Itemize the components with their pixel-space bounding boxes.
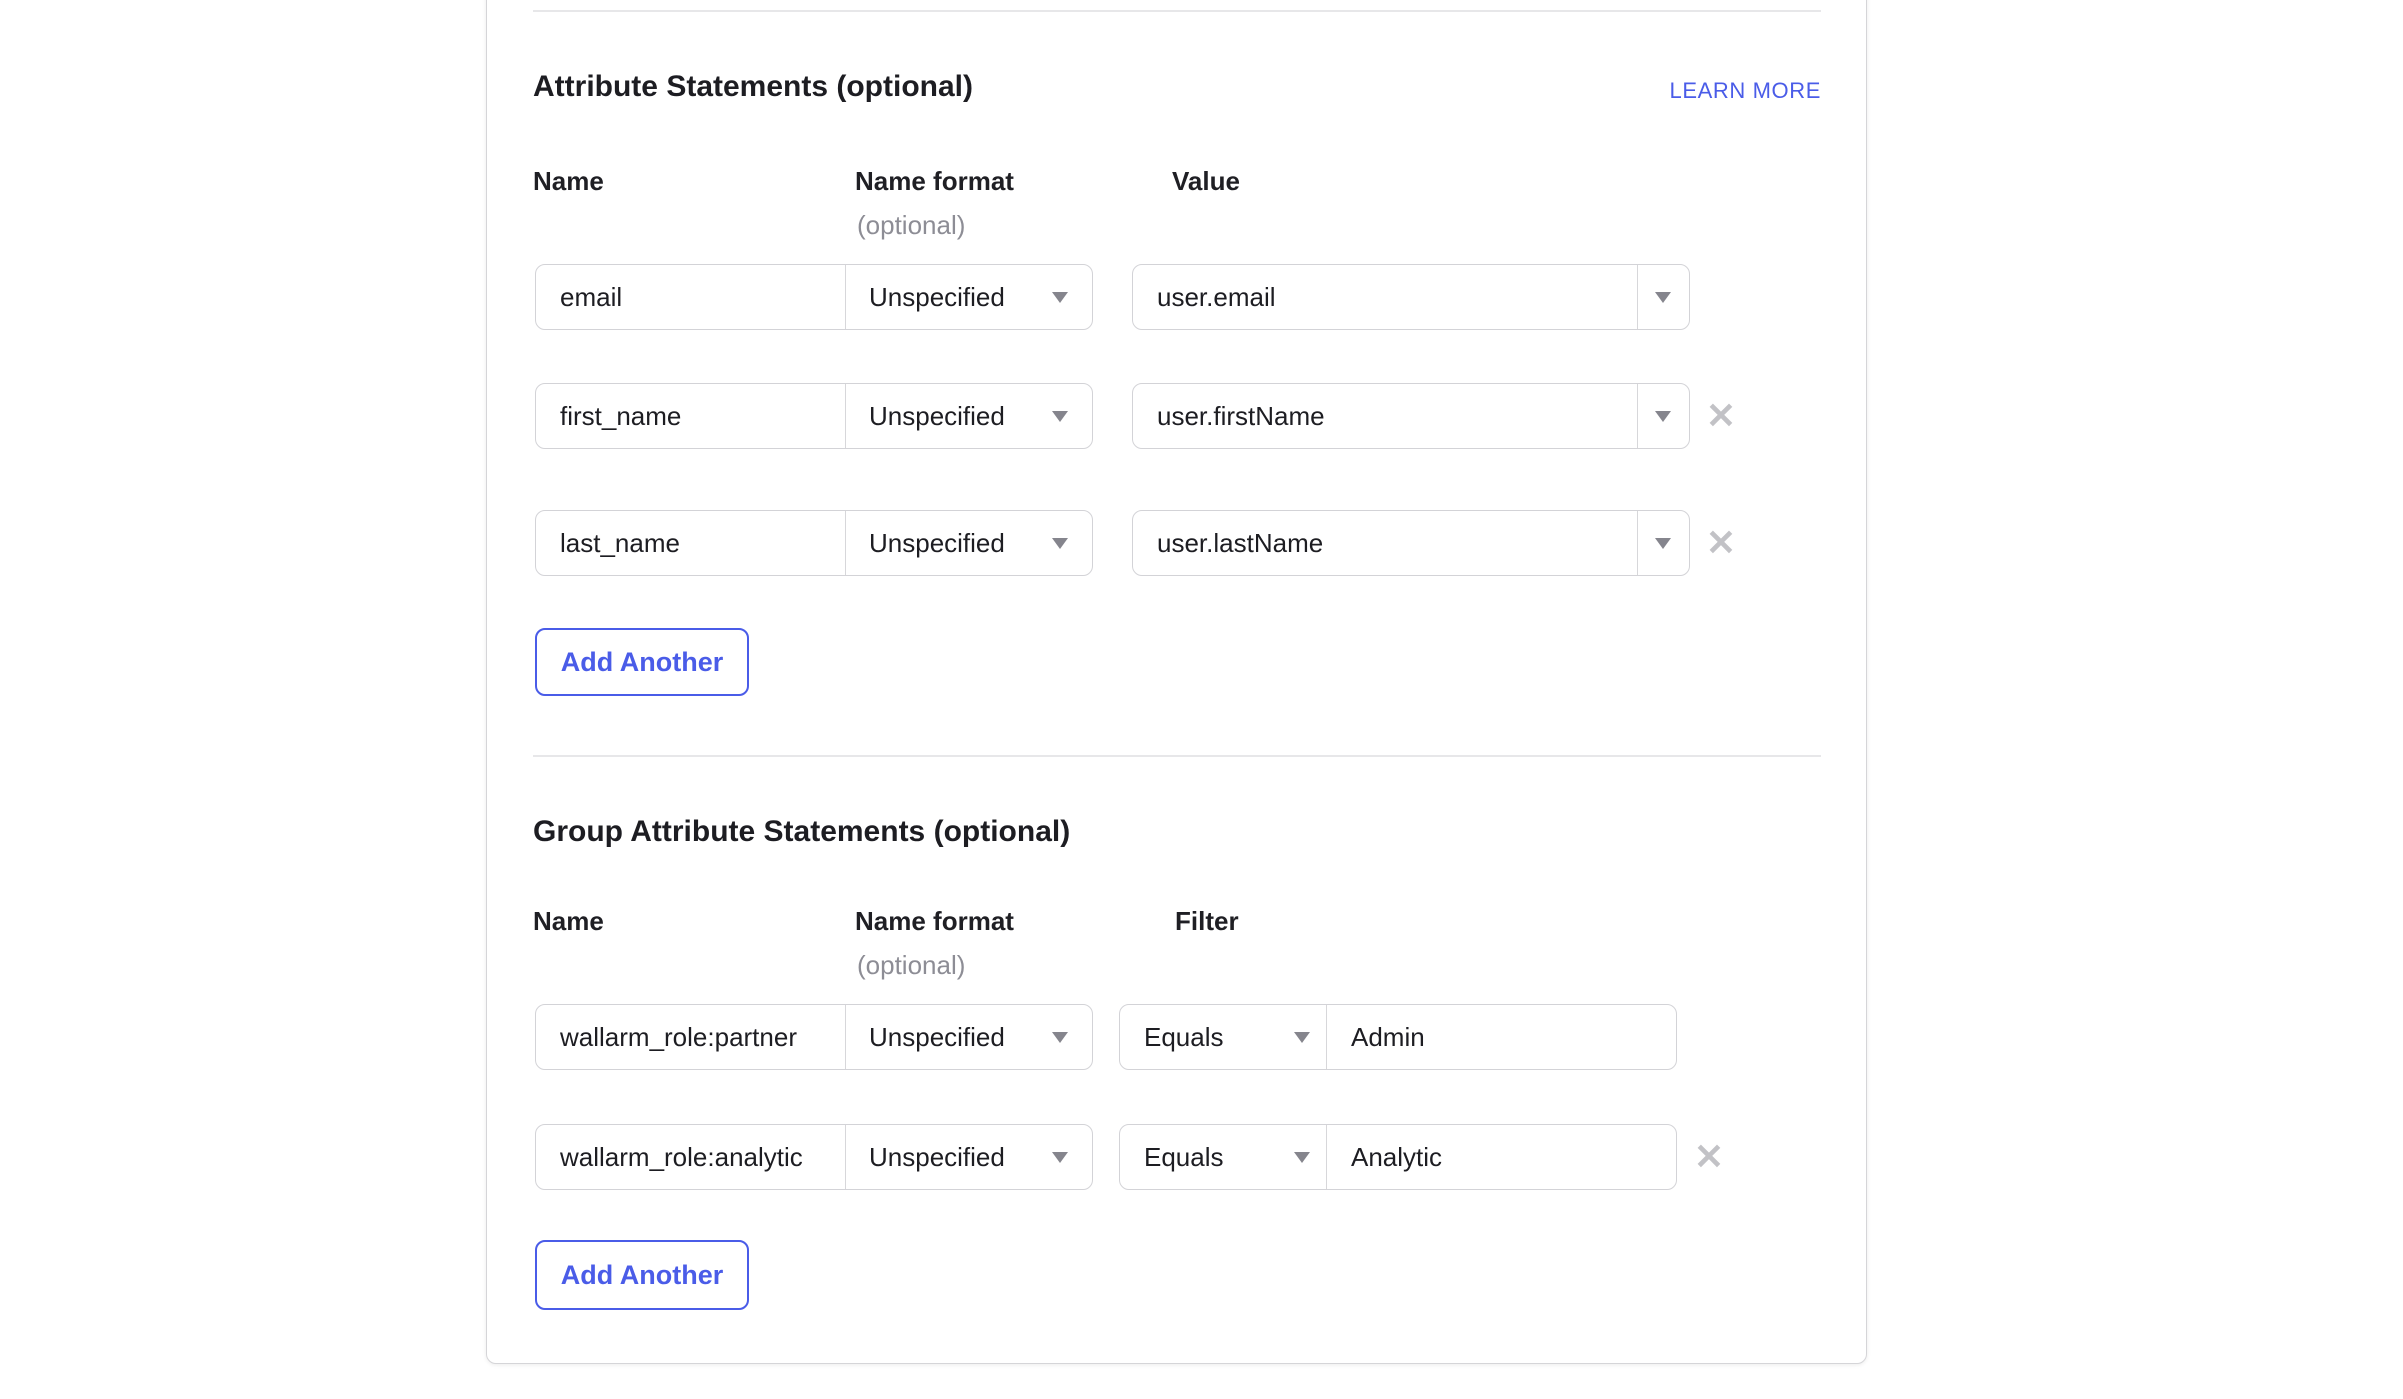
add-another-button[interactable]: Add Another xyxy=(535,1240,749,1310)
chevron-down-icon xyxy=(1052,1032,1068,1043)
filter-value-input[interactable] xyxy=(1327,1125,1676,1189)
section-divider xyxy=(533,755,1821,757)
attr-value-dropdown-button[interactable] xyxy=(1637,511,1689,575)
column-header-name-format: Name format xyxy=(855,166,1014,196)
attr-value-input[interactable] xyxy=(1133,511,1637,575)
learn-more-link[interactable]: LEARN MORE xyxy=(1669,78,1821,103)
group-attr-name-format-select[interactable] xyxy=(845,1005,1092,1069)
attribute-statements-title: Attribute Statements (optional) xyxy=(533,70,973,103)
column-header-name: Name xyxy=(533,906,604,936)
section-divider xyxy=(533,10,1821,12)
select-value: Unspecified xyxy=(869,527,1005,558)
attr-value-combobox xyxy=(1132,264,1690,330)
attr-name-input[interactable] xyxy=(536,511,845,575)
close-icon: ✕ xyxy=(1693,1136,1725,1177)
group-attr-name-format-group xyxy=(535,1004,1093,1070)
group-attr-name-input[interactable] xyxy=(536,1125,845,1189)
attr-value-input[interactable] xyxy=(1133,384,1637,448)
filter-value-input[interactable] xyxy=(1327,1005,1676,1069)
column-header-value: Value xyxy=(1172,166,1240,196)
column-header-optional-note: (optional) xyxy=(857,950,966,980)
chevron-down-icon xyxy=(1294,1152,1310,1163)
select-value: Equals xyxy=(1144,1141,1224,1172)
chevron-down-icon xyxy=(1655,292,1671,303)
attr-value-combobox xyxy=(1132,383,1690,449)
chevron-down-icon xyxy=(1052,292,1068,303)
column-header-name: Name xyxy=(533,166,604,196)
remove-row-button[interactable] xyxy=(1698,383,1744,449)
chevron-down-icon xyxy=(1294,1032,1310,1043)
chevron-down-icon xyxy=(1052,411,1068,422)
chevron-down-icon xyxy=(1052,538,1068,549)
attr-row-name-format-group xyxy=(535,383,1093,449)
group-attr-name-input[interactable] xyxy=(536,1005,845,1069)
column-header-name-format: Name format xyxy=(855,906,1014,936)
group-attribute-statements-title: Group Attribute Statements (optional) xyxy=(533,815,1071,848)
attr-value-combobox xyxy=(1132,510,1690,576)
attr-name-format-select[interactable] xyxy=(845,511,1092,575)
attr-name-input[interactable] xyxy=(536,384,845,448)
group-attr-filter-group xyxy=(1119,1124,1677,1190)
select-value: Unspecified xyxy=(869,1141,1005,1172)
select-value: Equals xyxy=(1144,1021,1224,1052)
column-header-optional-note: (optional) xyxy=(857,210,966,240)
remove-row-button[interactable] xyxy=(1686,1124,1732,1190)
chevron-down-icon xyxy=(1052,1152,1068,1163)
group-attr-name-format-group xyxy=(535,1124,1093,1190)
remove-row-button[interactable] xyxy=(1698,510,1744,576)
attr-row-name-format-group xyxy=(535,510,1093,576)
attr-value-dropdown-button[interactable] xyxy=(1637,265,1689,329)
add-another-button[interactable]: Add Another xyxy=(535,628,749,696)
close-icon: ✕ xyxy=(1705,395,1737,436)
attr-name-format-select[interactable] xyxy=(845,384,1092,448)
attr-value-dropdown-button[interactable] xyxy=(1637,384,1689,448)
select-value: Unspecified xyxy=(869,1021,1005,1052)
close-icon: ✕ xyxy=(1705,522,1737,563)
column-header-filter: Filter xyxy=(1175,906,1239,936)
attr-name-format-select[interactable] xyxy=(845,265,1092,329)
select-value: Unspecified xyxy=(869,400,1005,431)
filter-operator-select[interactable] xyxy=(1120,1125,1327,1189)
select-value: Unspecified xyxy=(869,281,1005,312)
attr-value-input[interactable] xyxy=(1133,265,1637,329)
chevron-down-icon xyxy=(1655,538,1671,549)
group-attr-filter-group xyxy=(1119,1004,1677,1070)
group-attr-name-format-select[interactable] xyxy=(845,1125,1092,1189)
attr-name-input[interactable] xyxy=(536,265,845,329)
filter-operator-select[interactable] xyxy=(1120,1005,1327,1069)
chevron-down-icon xyxy=(1655,411,1671,422)
attr-row-name-format-group xyxy=(535,264,1093,330)
